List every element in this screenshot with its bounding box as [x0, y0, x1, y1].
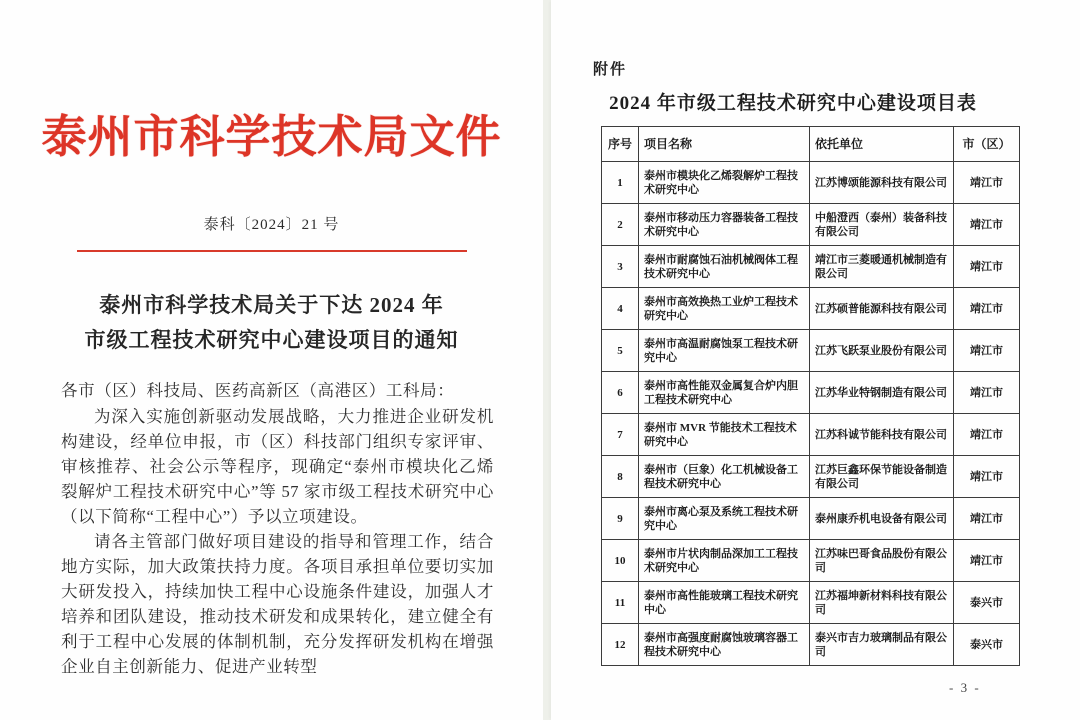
notice-title [40, 288, 503, 358]
header-district: 市（区） [954, 127, 1020, 162]
cell-host-unit: 江苏味巴哥食品股份有限公司 [810, 540, 954, 582]
projects-table [601, 126, 1020, 666]
cell-project-name: 泰州市（巨象）化工机械设备工程技术研究中心 [639, 456, 810, 498]
table-row [602, 204, 1020, 246]
cell-host-unit: 江苏华业特钢制造有限公司 [810, 372, 954, 414]
cell-index: 11 [602, 582, 639, 624]
table-row [602, 330, 1020, 372]
cell-district: 靖江市 [954, 204, 1020, 246]
cell-host-unit: 江苏福坤新材料科技有限公司 [810, 582, 954, 624]
cell-district: 靖江市 [954, 246, 1020, 288]
agency-letterhead-title: 泰州市科学技术局文件 [41, 112, 502, 162]
header-row [602, 127, 1020, 162]
cell-project-name: 泰州市高性能玻璃工程技术研究中心 [639, 582, 810, 624]
cell-host-unit: 江苏科诚节能科技有限公司 [810, 414, 954, 456]
cell-district: 靖江市 [954, 540, 1020, 582]
document-page-right [551, 0, 1080, 720]
cell-host-unit: 泰兴市吉力玻璃制品有限公司 [810, 624, 954, 666]
cell-project-name: 泰州市离心泵及系统工程技术研究中心 [639, 498, 810, 540]
cell-host-unit: 江苏博颂能源科技有限公司 [810, 162, 954, 204]
page-gap-divider [543, 0, 551, 720]
table-row [602, 372, 1020, 414]
cell-host-unit: 江苏硕普能源科技有限公司 [810, 288, 954, 330]
cell-index: 2 [602, 204, 639, 246]
cell-district: 靖江市 [954, 330, 1020, 372]
cell-district: 泰兴市 [954, 582, 1020, 624]
cell-index: 10 [602, 540, 639, 582]
cell-index: 9 [602, 498, 639, 540]
cell-district: 靖江市 [954, 414, 1020, 456]
document-number: 泰科〔2024〕21 号 [203, 217, 340, 233]
cell-district: 靖江市 [954, 456, 1020, 498]
body-paragraph-2: 请各主管部门做好项目建设的指导和管理工作，结合地方实际，加大政策扶持力度。各项目承担单位要切实加大研发投入，持续加快工程中心设施条件建设，加强人才培养和团队建设，推动技术研发和成果转化，建立健全有利于工程中心发展的体制机制，充分发挥研发机构在增强企业自主创新能力、促进产业转型 [61, 532, 494, 676]
cell-host-unit: 江苏巨鑫环保节能设备制造有限公司 [810, 456, 954, 498]
cell-index: 8 [602, 456, 639, 498]
notice-title-line2: 市级工程技术研究中心建设项目的通知 [84, 328, 459, 352]
cell-project-name: 泰州市移动压力容器装备工程技术研究中心 [639, 204, 810, 246]
cell-index: 7 [602, 414, 639, 456]
salutation-line: 各市（区）科技局、医药高新区（高港区）工科局： [61, 381, 455, 400]
red-divider-line [77, 250, 467, 252]
table-row [602, 582, 1020, 624]
notice-body [61, 378, 494, 679]
page-number: - 3 - [949, 680, 981, 695]
cell-project-name: 泰州市模块化乙烯裂解炉工程技术研究中心 [639, 162, 810, 204]
table-row [602, 162, 1020, 204]
projects-table-header [602, 127, 1020, 162]
cell-host-unit: 泰州康乔机电设备有限公司 [810, 498, 954, 540]
header-index: 序号 [602, 127, 639, 162]
cell-project-name: 泰州市 MVR 节能技术工程技术研究中心 [639, 414, 810, 456]
table-row [602, 288, 1020, 330]
cell-project-name: 泰州市高强度耐腐蚀玻璃容器工程技术研究中心 [639, 624, 810, 666]
cell-district: 泰兴市 [954, 624, 1020, 666]
cell-district: 靖江市 [954, 498, 1020, 540]
header-project-name: 项目名称 [639, 127, 810, 162]
cell-index: 5 [602, 330, 639, 372]
cell-district: 靖江市 [954, 288, 1020, 330]
table-row [602, 498, 1020, 540]
cell-project-name: 泰州市高效换热工业炉工程技术研究中心 [639, 288, 810, 330]
notice-title-line1: 泰州市科学技术局关于下达 2024 年 [99, 293, 444, 317]
cell-index: 3 [602, 246, 639, 288]
cell-project-name: 泰州市高性能双金属复合炉内胆工程技术研究中心 [639, 372, 810, 414]
cell-project-name: 泰州市耐腐蚀石油机械阀体工程技术研究中心 [639, 246, 810, 288]
projects-table-body [602, 162, 1020, 666]
cell-host-unit: 江苏飞跃泵业股份有限公司 [810, 330, 954, 372]
table-title: 2024 年市级工程技术研究中心建设项目表 [609, 93, 977, 114]
body-paragraph-1: 为深入实施创新驱动发展战略，大力推进企业研发机构建设，经单位申报，市（区）科技部门组织专家评审、审核推荐、社会公示等程序，现确定“泰州市模块化乙烯裂解炉工程技术研究中心”等 57 家市级工程技术研究中心（以下简称“工程中心”）予以立项建设。 [61, 407, 494, 526]
cell-index: 6 [602, 372, 639, 414]
cell-project-name: 泰州市高温耐腐蚀泵工程技术研究中心 [639, 330, 810, 372]
cell-district: 靖江市 [954, 162, 1020, 204]
cell-host-unit: 中船澄西（泰州）装备科技有限公司 [810, 204, 954, 246]
cell-index: 12 [602, 624, 639, 666]
table-row [602, 624, 1020, 666]
cell-project-name: 泰州市片状肉制品深加工工程技术研究中心 [639, 540, 810, 582]
table-row [602, 456, 1020, 498]
cell-index: 1 [602, 162, 639, 204]
table-row [602, 414, 1020, 456]
cell-index: 4 [602, 288, 639, 330]
attachment-label: 附件 [593, 62, 628, 78]
table-row [602, 540, 1020, 582]
table-row [602, 246, 1020, 288]
header-host-unit: 依托单位 [810, 127, 954, 162]
cell-host-unit: 靖江市三菱暖通机械制造有限公司 [810, 246, 954, 288]
cell-district: 靖江市 [954, 372, 1020, 414]
